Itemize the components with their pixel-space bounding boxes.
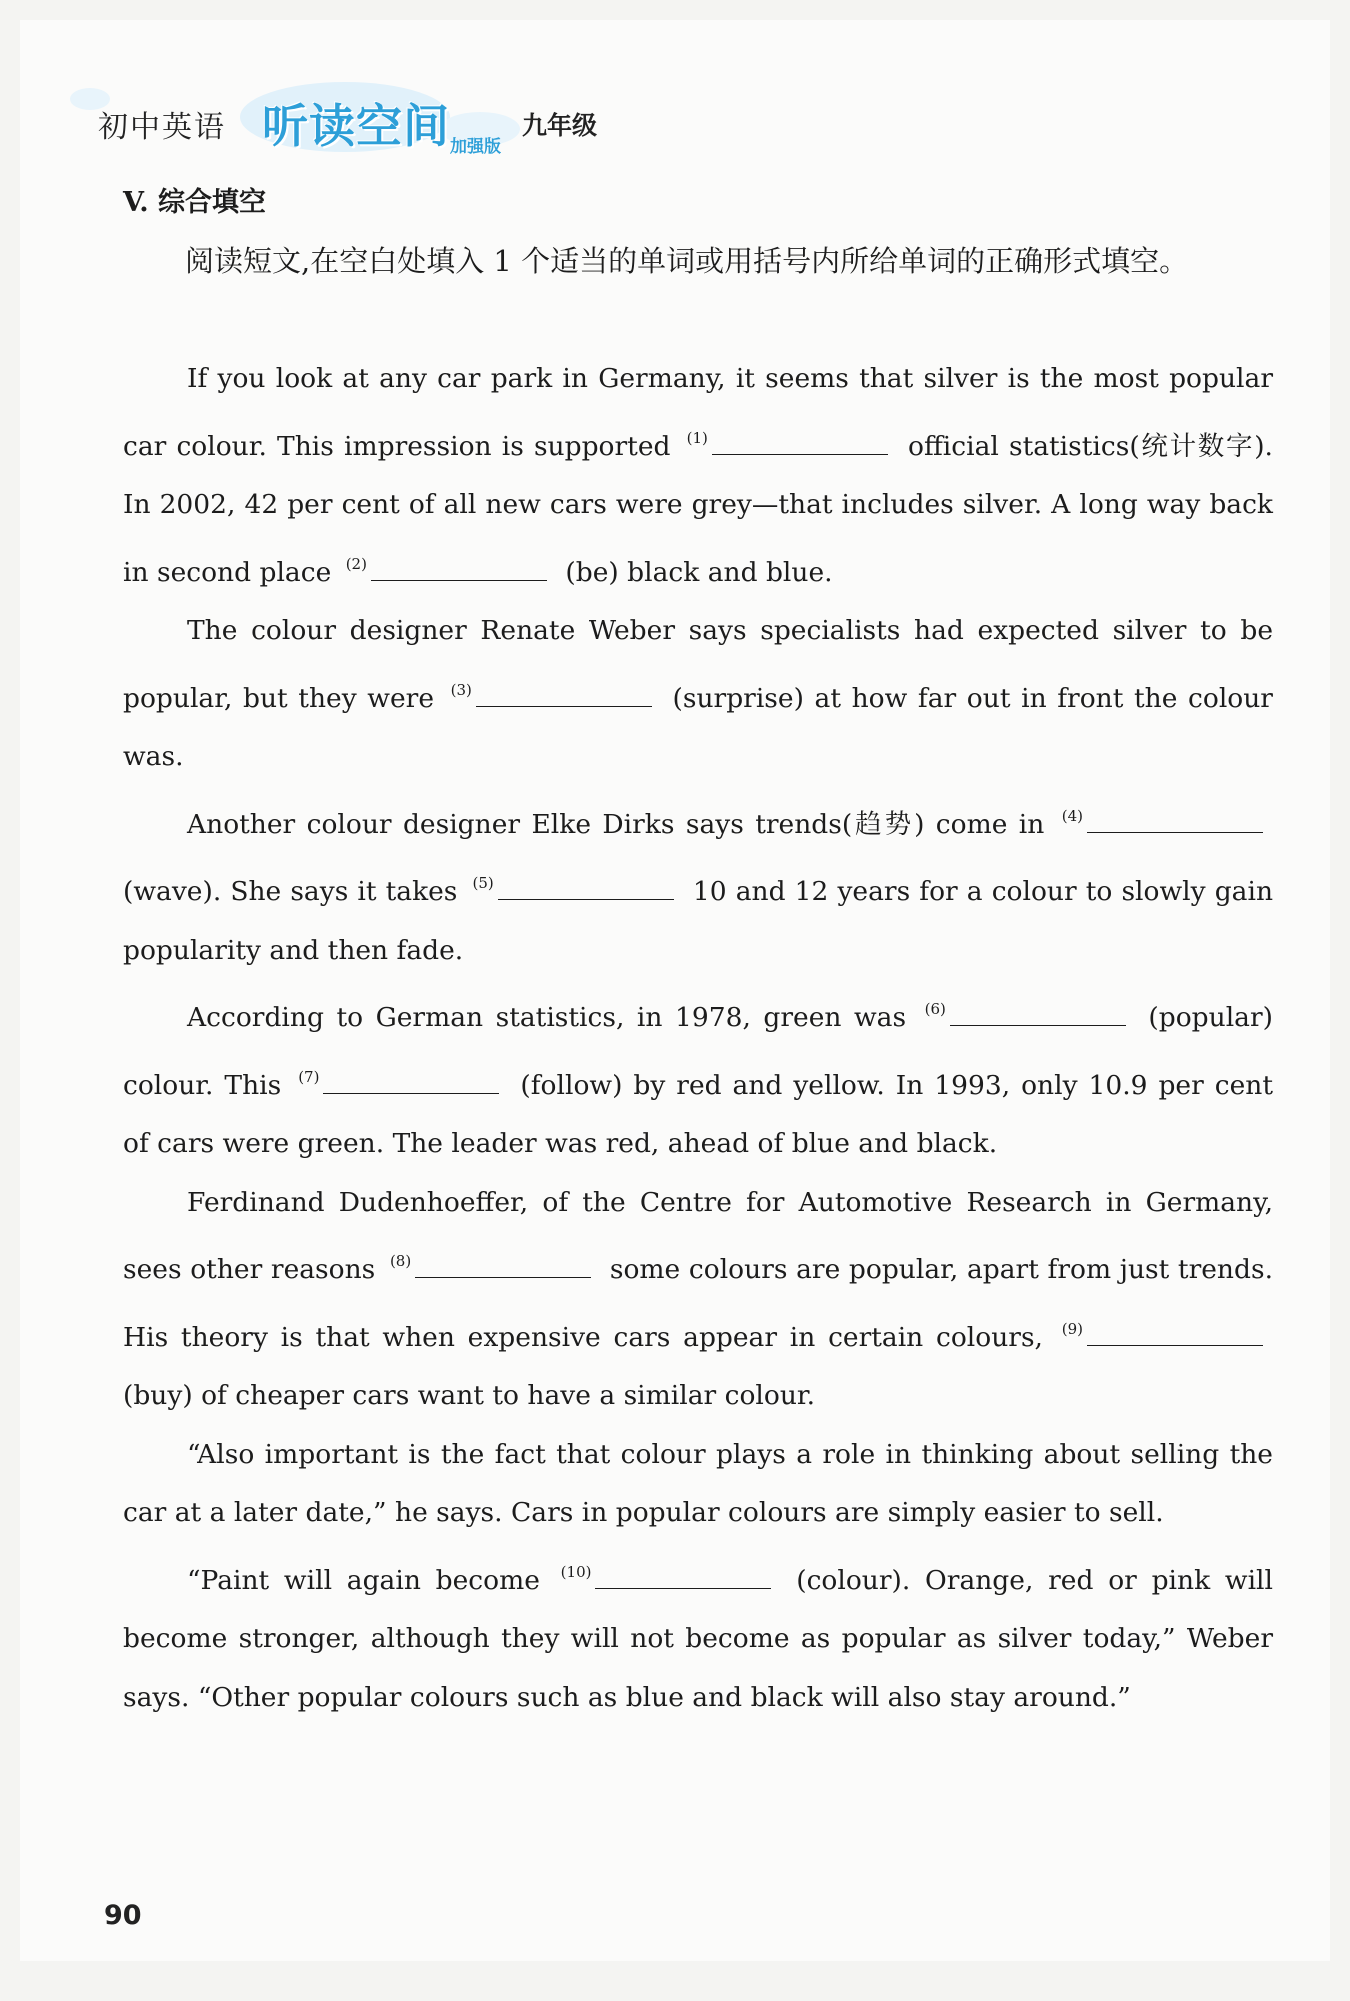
passage-text: some colours are popular, apart from just trends. His theory is that when expensive cars appear in certain colours, (123, 1254, 1273, 1353)
page (20, 20, 1330, 1961)
book-brand-logo: 听读空间 (262, 99, 450, 153)
blank-number: (9) (1061, 1319, 1083, 1338)
passage-text: “Also important is the fact that colour plays a role in thinking about selling the car at a later date,” he says. Cars in popular colours are simply easier to sell. (123, 1438, 1273, 1528)
answer-blank[interactable] (498, 879, 674, 900)
passage-text: (wave). She says it takes (123, 876, 458, 907)
blank-number: (2) (345, 554, 367, 573)
paragraph (123, 787, 1273, 981)
page-number: 90 (104, 1900, 142, 1931)
passage-text: “Paint will again become (187, 1564, 540, 1596)
passage-text: The colour designer Renate Weber says specialists had expected silver to be popular, but they were (123, 615, 1273, 714)
paragraph (123, 1174, 1273, 1426)
passage-text: If you look at any car park in Germany, it seems that silver is the most popular car colour. This impression is supported (123, 363, 1273, 462)
blank-number: (7) (298, 1067, 320, 1086)
blank-number: (3) (450, 680, 472, 699)
passage-text: Another colour designer Elke Dirks says trends(趋势) come in (187, 808, 1045, 840)
passage-text: (colour). Orange, red or pink will become stronger, although they will not become as popular as silver today,” Weber says. “Other popular colours such as blue and black will also stay around.” (123, 1564, 1273, 1713)
passage-text: (follow) by red and yellow. In 1993, only 10.9 per cent of cars were green. The leader was red, ahead of blue and black. (123, 1069, 1273, 1159)
passage-text: 10 and 12 years for a colour to slowly gain popularity and then fade. (123, 876, 1274, 966)
answer-blank[interactable] (1087, 812, 1263, 833)
blank-number: (10) (560, 1562, 592, 1581)
passage-text: (buy) of cheaper cars want to have a similar colour. (123, 1380, 816, 1411)
answer-blank[interactable] (415, 1257, 591, 1278)
section-title: V. 综合填空 (123, 187, 267, 218)
passage-text: (surprise) at how far out in front the colour was. (123, 682, 1273, 772)
blank-number: (5) (472, 874, 494, 892)
answer-blank[interactable] (950, 1005, 1126, 1026)
passage-text: Ferdinand Dudenhoeffer, of the Centre for Automotive Research in Germany, sees other reasons (123, 1186, 1273, 1285)
section-instruction: 阅读短文,在空白处填入 1 个适当的单词或用括号内所给单词的正确形式填空。 (185, 244, 1189, 278)
edition-label: 加强版 (450, 137, 501, 157)
paragraph (123, 602, 1273, 787)
reading-passage (123, 350, 1273, 1727)
answer-blank[interactable] (712, 434, 888, 455)
blank-number: (6) (924, 1000, 946, 1018)
passage-text: (be) black and blue. (565, 556, 833, 588)
book-series-title: 初中英语 (98, 110, 226, 145)
answer-blank[interactable] (323, 1073, 499, 1094)
paragraph (123, 1543, 1273, 1728)
blank-number: (1) (686, 428, 708, 447)
answer-blank[interactable] (371, 560, 547, 581)
paragraph (123, 1426, 1273, 1543)
passage-text: official statistics(统计数字). In 2002, 42 per cent of all new cars were grey—that includes silver. A long way back in second place (123, 430, 1273, 588)
passage-text: (popular) colour. This (123, 1002, 1273, 1101)
passage-text: According to German statistics, in 1978, green was (187, 1002, 907, 1033)
grade-label: 九年级 (522, 111, 598, 140)
paragraph (123, 350, 1273, 602)
book-header (70, 68, 690, 158)
answer-blank[interactable] (476, 686, 652, 707)
answer-blank[interactable] (1087, 1325, 1263, 1346)
answer-blank[interactable] (595, 1568, 771, 1589)
blank-number: (8) (389, 1252, 412, 1270)
blank-number: (4) (1061, 806, 1083, 825)
paragraph (123, 980, 1273, 1174)
